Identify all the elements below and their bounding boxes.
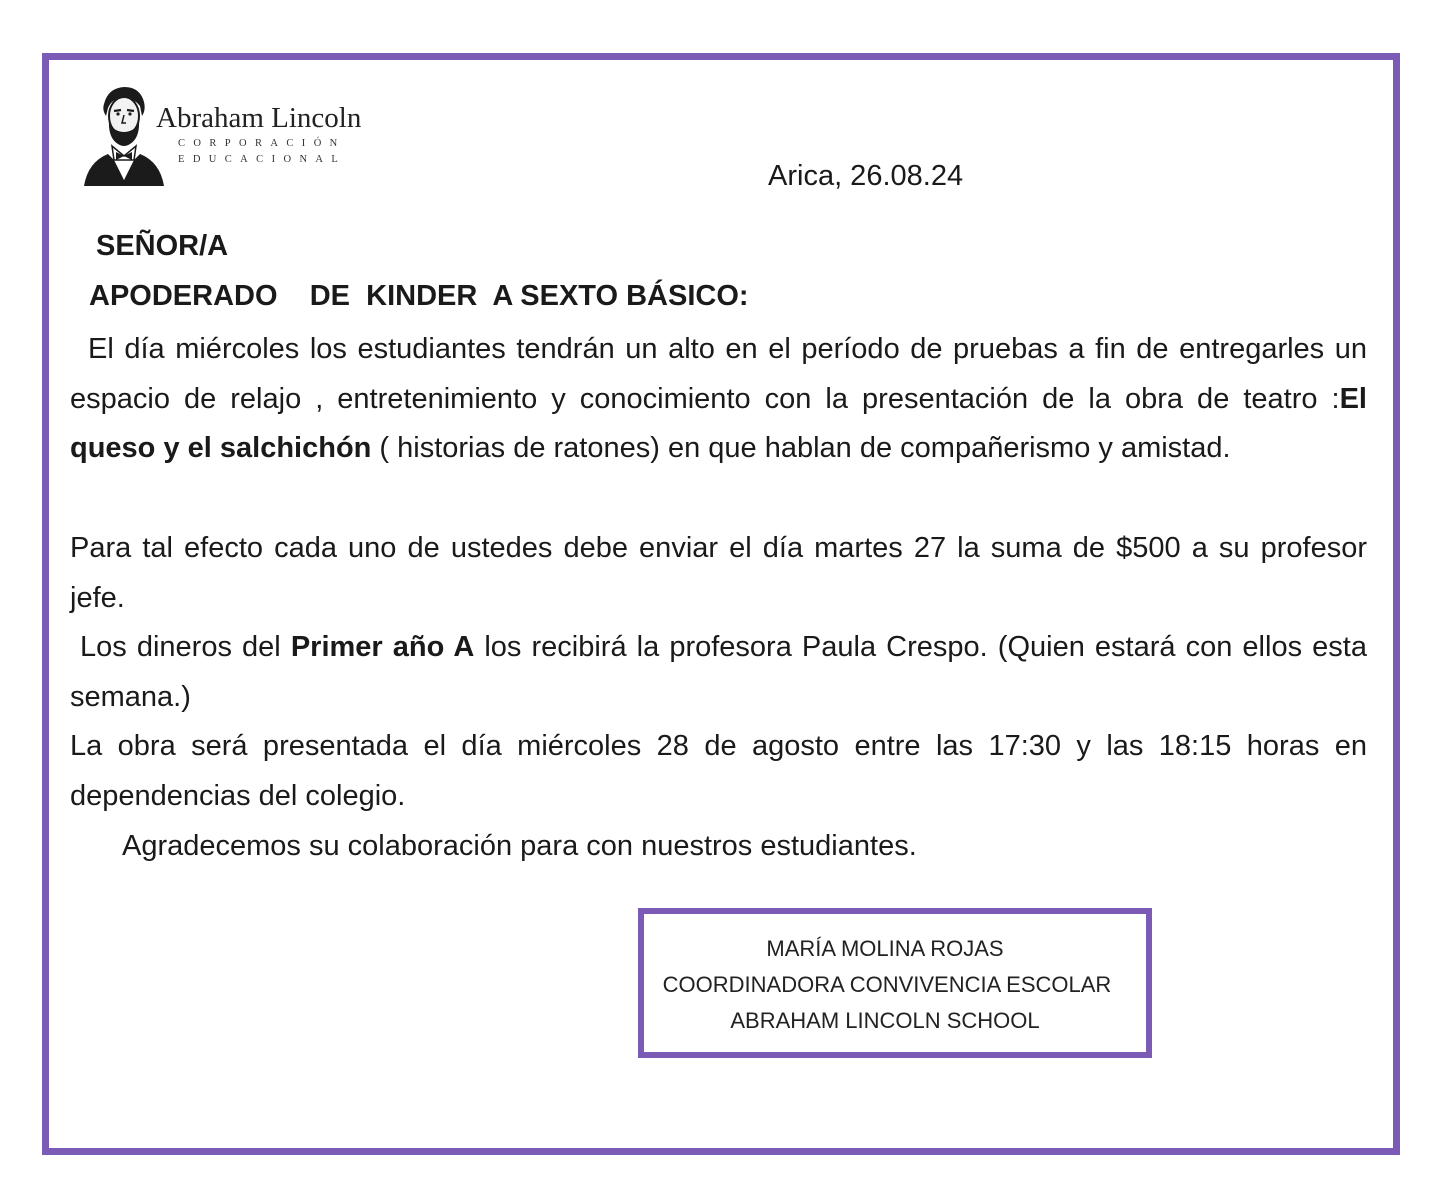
paragraph-text: El día miércoles los estudiantes tendrán un alto en el período de pruebas a fin de entregarles un espacio de relajo , entretenimiento y conocimiento con la presentación de la obra de teatro : <box>70 333 1367 415</box>
recipient-line: APODERADO DE KINDER A SEXTO BÁSICO: <box>89 280 749 312</box>
paragraph-schedule: La obra será presentada el día miércoles 28 de agosto entre las 17:30 y las 18:15 horas en dependencias del colegio. <box>70 730 1367 812</box>
paragraph-thanks: Agradecemos su colaboración para con nuestros estudiantes. <box>122 830 917 862</box>
lincoln-portrait-icon <box>78 82 168 190</box>
paragraph-play-announcement <box>70 325 1367 474</box>
paragraph-payment: Para tal efecto cada uno de ustedes debe enviar el día martes 27 la suma de $500 a su profesor jefe. <box>70 532 1367 614</box>
school-logo <box>78 82 438 192</box>
logo-subtitle-line1: CORPORACIÓN <box>178 138 346 149</box>
signer-name: MARÍA MOLINA ROJAS <box>766 936 1004 961</box>
logo-subtitle-line2: EDUCACIONAL <box>178 154 347 165</box>
play-title: El queso y el salchichón <box>70 382 1367 465</box>
class-name: Primer año A <box>290 631 475 663</box>
salutation: SEÑOR/A <box>96 230 229 262</box>
logo-name: Abraham Lincoln <box>156 102 362 134</box>
paragraph-text: los recibirá la profesora Paula Crespo. (Quien estará con ellos esta semana.) <box>70 631 1367 713</box>
paragraph-text: Los dineros del <box>80 631 291 663</box>
paragraph-text: ( historias de ratones) en que hablan de compañerismo y amistad. <box>371 432 1231 465</box>
signature-box <box>638 908 1152 1058</box>
signer-role: COORDINADORA CONVIVENCIA ESCOLAR <box>662 972 1112 997</box>
letter-date: Arica, 26.08.24 <box>768 160 964 192</box>
signer-school: ABRAHAM LINCOLN SCHOOL <box>730 1008 1040 1033</box>
paragraph-collection <box>70 623 1367 722</box>
